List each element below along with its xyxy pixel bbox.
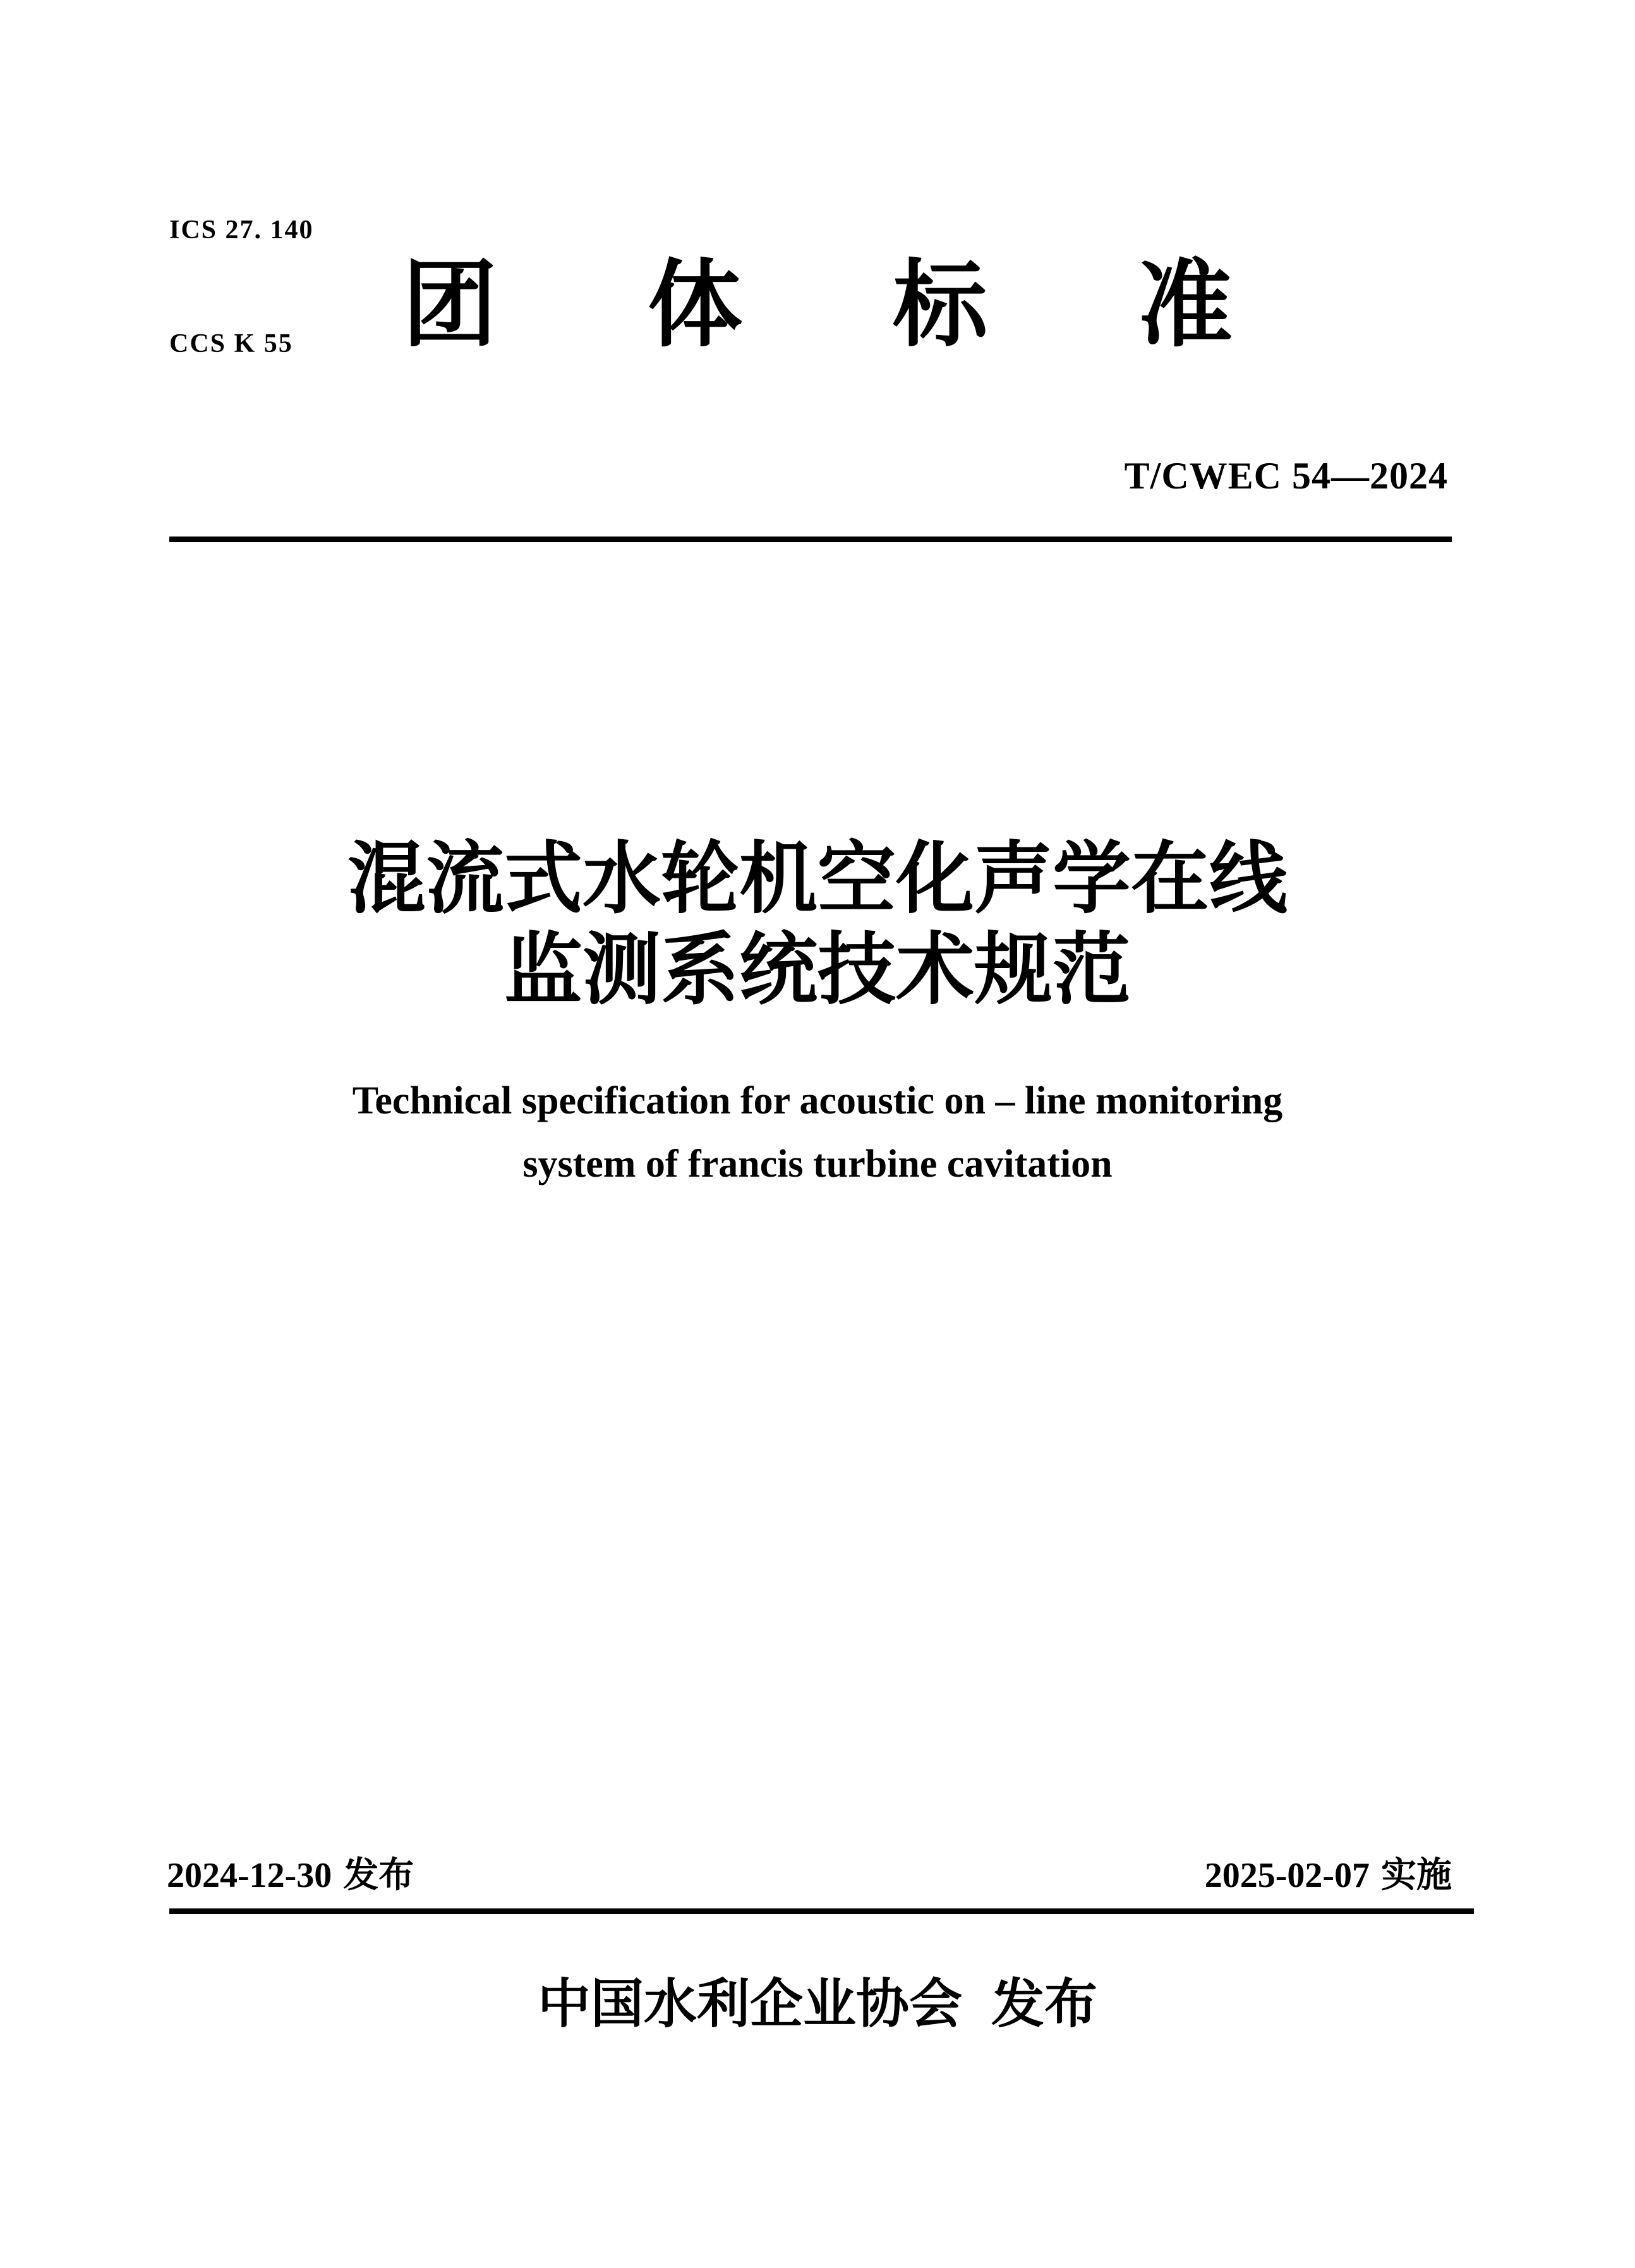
implementation-date-label: 实施 xyxy=(1381,1856,1452,1895)
doc-type-char-4: 准 xyxy=(1138,253,1233,358)
publisher-name: 中国水利企业协会 xyxy=(537,1975,962,2034)
title-chinese-line2: 监测系统技术规范 xyxy=(504,927,1131,1014)
ics-code: ICS 27. 140 xyxy=(169,215,314,245)
implementation-date-value: 2025-02-07 xyxy=(1204,1856,1370,1895)
publisher-issue-label: 发布 xyxy=(991,1975,1098,2034)
doc-type-char-3: 标 xyxy=(893,253,988,358)
title-english-line2: system of francis turbine cavitation xyxy=(522,1143,1113,1186)
title-chinese-line1: 混流式水轮机空化声学在线 xyxy=(347,836,1288,923)
title-english-line1: Technical specification for acoustic on – line monitoring xyxy=(352,1079,1283,1122)
top-rule xyxy=(169,537,1452,542)
document-type-heading xyxy=(0,253,1635,358)
issue-date-label: 发布 xyxy=(343,1856,414,1895)
doc-type-char-1: 团 xyxy=(402,253,497,358)
issue-date-value: 2024-12-30 xyxy=(167,1856,332,1895)
issue-date xyxy=(167,1855,414,1896)
doc-type-char-2: 体 xyxy=(647,253,742,358)
implementation-date xyxy=(1205,1855,1452,1896)
ccs-code: CCS K 55 xyxy=(169,329,293,358)
standard-number: T/CWEC 54—2024 xyxy=(1124,455,1448,497)
title-chinese xyxy=(0,834,1635,1016)
publisher-row xyxy=(0,1975,1635,2035)
title-english xyxy=(0,1069,1635,1196)
bottom-rule xyxy=(169,1908,1474,1914)
dates-row xyxy=(167,1855,1452,1896)
